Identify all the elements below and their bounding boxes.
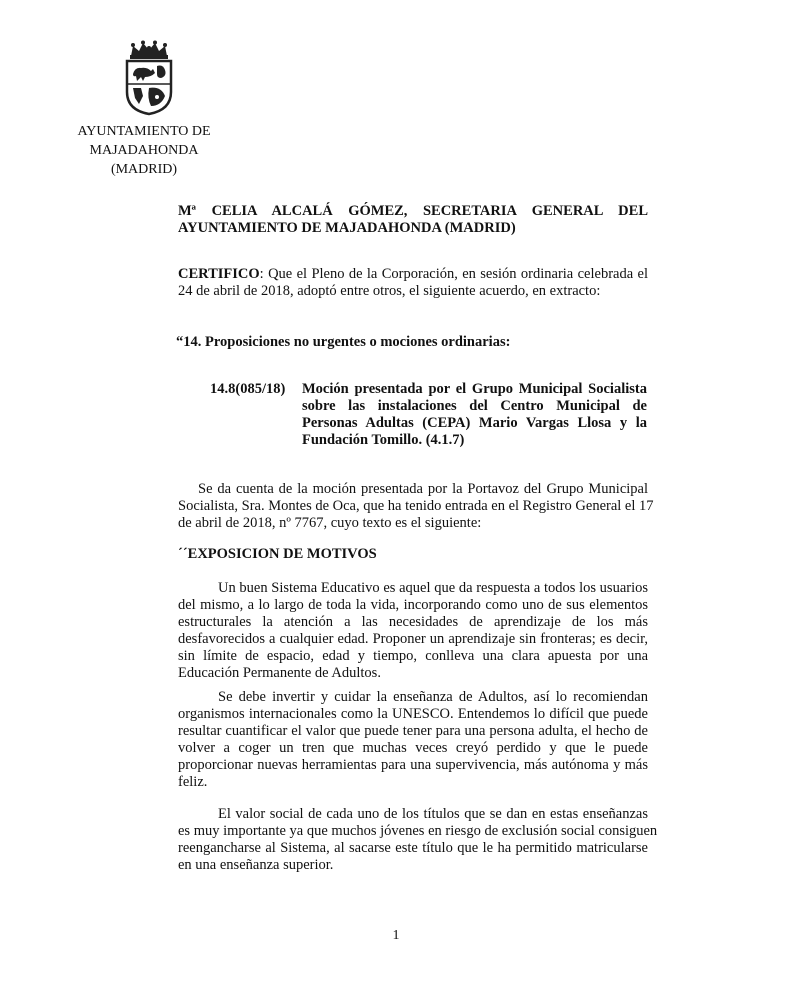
body-line: del mismo, a lo largo de toda la vida, incorporando como uno de sus elementos (178, 597, 648, 613)
secretary-line-2: AYUNTAMIENTO DE MAJADAHONDA (MADRID) (178, 220, 516, 236)
item-number: 14.8(085/18) (210, 381, 286, 397)
secretary-heading (178, 203, 648, 237)
org-line-3: (MADRID) (110, 162, 178, 177)
body-line: estructurales la atención a las necesidades de aprendizaje de los más (178, 614, 648, 630)
item-title-line: Moción presentada por el Grupo Municipal Socialista (302, 381, 647, 397)
certifico-label: CERTIFICO (178, 266, 260, 282)
org-line-1: AYUNTAMIENTO DE (77, 124, 211, 139)
section-heading: “14. Proposiciones no urgentes o mociones ordinarias: (176, 334, 511, 350)
body-line: El valor social de cada uno de los títulos que se dan en estas enseñanzas (218, 806, 648, 822)
certifico-line-1: : Que el Pleno de la Corporación, en sesión ordinaria celebrada el (259, 266, 648, 282)
coat-of-arms-logo (121, 40, 177, 116)
intro-line: Socialista, Sra. Montes de Oca, que ha tenido entrada en el Registro General el 17 (178, 498, 654, 514)
intro-line: de abril de 2018, nº 7767, cuyo texto es el siguiente: (178, 515, 482, 531)
certifico-line-2: 24 de abril de 2018, adoptó entre otros, el siguiente acuerdo, en extracto: (178, 283, 601, 299)
item-title-line: Fundación Tomillo. (4.1.7) (302, 432, 465, 448)
body-line: volver a coger un tren que muchas veces creyó perdido y que le puede (178, 740, 648, 756)
body-line: desfavorecidos a cualquier edad. Proponer un aprendizaje sin fronteras; es decir, (178, 631, 648, 647)
body-line: es muy importante ya que muchos jóvenes en riesgo de exclusión social consiguen (178, 823, 658, 839)
exposicion-heading: ´´EXPOSICION DE MOTIVOS (178, 546, 377, 562)
org-line-2: MAJADAHONDA (89, 143, 199, 158)
body-line: Educación Permanente de Adultos. (178, 665, 381, 681)
body-line: organismos internacionales como la UNESCO. Entendemos lo difícil que puede (178, 706, 648, 722)
item-title (302, 381, 647, 449)
secretary-line-1: Mª CELIA ALCALÁ GÓMEZ, SECRETARIA GENERAL DEL (178, 203, 648, 219)
body-line: Un buen Sistema Educativo es aquel que da respuesta a todos los usuarios (218, 580, 648, 596)
body-paragraph-1 (178, 580, 648, 682)
body-line: resultar cuantificar el valor que puede tener para una persona adulta, el hecho de (178, 723, 648, 739)
intro-line: Se da cuenta de la moción presentada por la Portavoz del Grupo Municipal (198, 481, 648, 497)
body-line: en una enseñanza superior. (178, 857, 334, 873)
certifico-paragraph (178, 266, 648, 300)
page-number: 1 (392, 928, 400, 943)
body-paragraph-3 (178, 806, 658, 874)
item-title-line: Personas Adultas (CEPA) Mario Vargas Llosa y la (302, 415, 647, 431)
item-title-line: sobre las instalaciones del Centro Municipal de (302, 398, 647, 414)
body-line: feliz. (178, 774, 208, 790)
body-line: Se debe invertir y cuidar la enseñanza de Adultos, así lo recomiendan (218, 689, 648, 705)
body-line: sin límite de espacio, edad y tiempo, conlleva una clara apuesta por una (178, 648, 648, 664)
body-line: reengancharse al Sistema, al sacarse este título que le ha permitido matricularse (178, 840, 648, 856)
body-line: proporcionar nuevas herramientas para una supervivencia, más autónoma y más (178, 757, 648, 773)
body-paragraph-2 (178, 689, 648, 791)
organization-name (70, 122, 218, 179)
intro-paragraph (178, 481, 654, 532)
